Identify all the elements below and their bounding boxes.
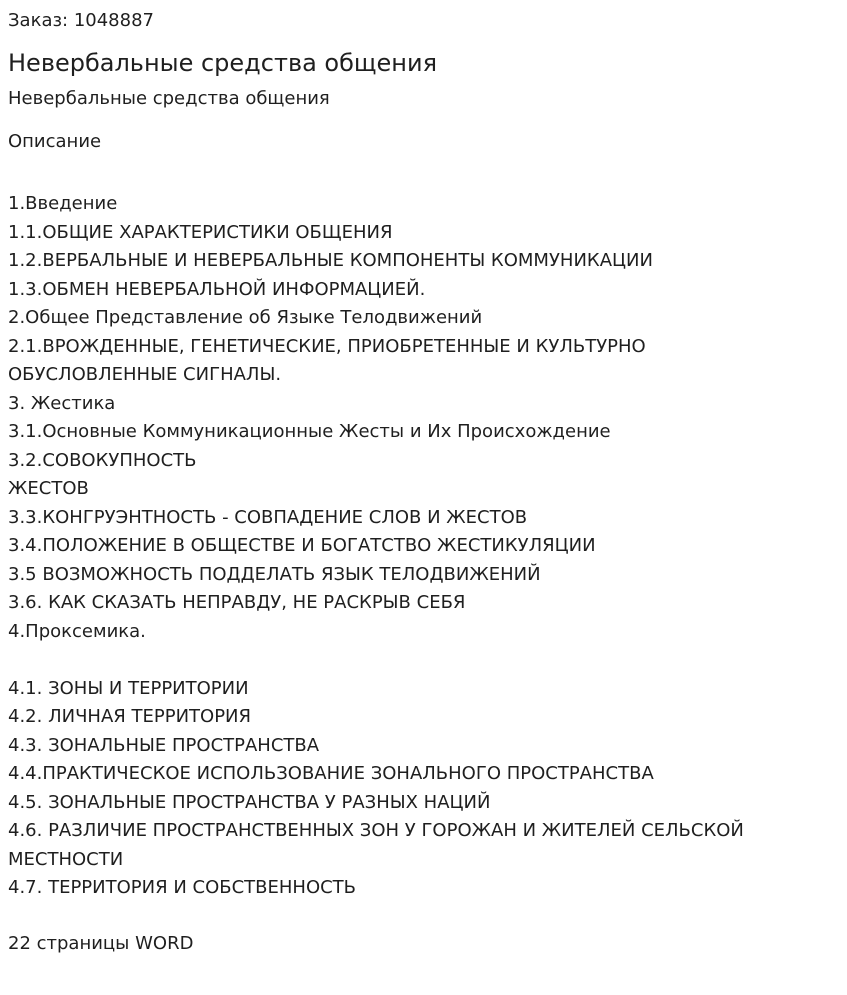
page-count-note: 22 страницы WORD [8,933,194,954]
page-subtitle: Невербальные средства общения [8,88,330,109]
table-of-contents: 1.Введение 1.1.ОБЩИЕ ХАРАКТЕРИСТИКИ ОБЩЕНИЯ 1.2.ВЕРБАЛЬНЫЕ И НЕВЕРБАЛЬНЫЕ КОМПОНЕНТЫ КОММУНИКАЦИИ 1.3.ОБМЕН НЕВЕРБАЛЬНОЙ ИНФОРМАЦИЕЙ. 2.Общее Представление об Языке Телодвижений 2.1.ВРОЖДЕННЫЕ, ГЕНЕТИЧЕСКИЕ, ПРИОБРЕТЕННЫЕ И КУЛЬТУРНО ОБУСЛОВЛЕННЫЕ СИГНАЛЫ. 3. Жестика 3.1.Основные Коммуникационные Жесты и Их Происхождение 3.2.СОВОКУПНОСТЬ ЖЕСТОВ 3.3.КОНГРУЭНТНОСТЬ - СОВПАДЕНИЕ СЛОВ И ЖЕСТОВ 3.4.ПОЛОЖЕНИЕ В ОБЩЕСТВЕ И БОГАТСТВО ЖЕСТИКУЛЯЦИИ 3.5 ВОЗМОЖНОСТЬ ПОДДЕЛАТЬ ЯЗЫК ТЕЛОДВИЖЕНИЙ 3.6. КАК СКАЗАТЬ НЕПРАВДУ, НЕ РАСКРЫВ СЕБЯ 4.Проксемика. 4.1. ЗОНЫ И ТЕРРИТОРИИ 4.2. ЛИЧНАЯ ТЕРРИТОРИЯ 4.3. ЗОНАЛЬНЫЕ ПРОСТРАНСТВА 4.4.ПРАКТИЧЕСКОЕ ИСПОЛЬЗОВАНИЕ ЗОНАЛЬНОГО ПРОСТРАНСТВА 4.5. ЗОНАЛЬНЫЕ ПРОСТРАНСТВА У РАЗНЫХ НАЦИЙ 4.6. РАЗЛИЧИЕ ПРОСТРАНСТВЕННЫХ ЗОН У ГОРОЖАН И ЖИТЕЛЕЙ СЕЛЬСКОЙ МЕСТНОСТИ 4.7. ТЕРРИТОРИЯ И СОБСТВЕННОСТЬ [8,193,744,898]
description-label: Описание [8,131,102,152]
page-title: Невербальные средства общения [8,49,438,77]
order-number: Заказ: 1048887 [8,10,154,31]
